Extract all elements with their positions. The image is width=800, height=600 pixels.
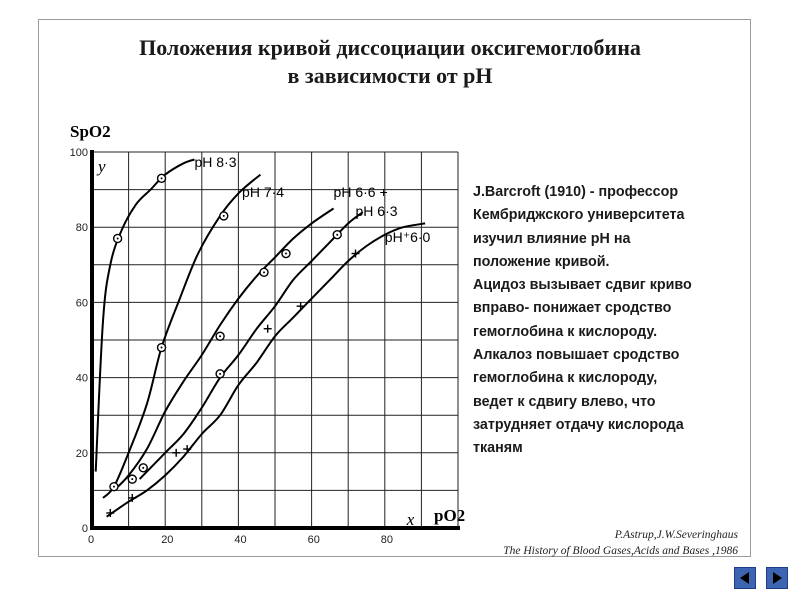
y-tick-label: 100: [69, 147, 88, 159]
triangle-right-icon: [767, 568, 787, 588]
data-point-cross: [183, 445, 191, 453]
description-line: Алкалоз повышает сродство: [473, 347, 680, 364]
data-point-center: [285, 253, 287, 255]
back-button[interactable]: [734, 567, 756, 589]
series-label: pH 8·3: [194, 154, 237, 171]
x-axis-symbol: x: [406, 510, 415, 529]
data-point-center: [263, 271, 265, 273]
description-line: изучил влияние pH на: [473, 230, 631, 247]
data-point-cross: [172, 449, 180, 457]
x-tick-label: 0: [88, 534, 95, 546]
x-tick-label: 60: [307, 534, 320, 546]
x-tick-label: 40: [234, 534, 247, 546]
series-label: pH 6·6 +: [333, 184, 388, 201]
data-point-center: [117, 237, 119, 239]
curve-series-2: [114, 208, 334, 490]
data-point-center: [161, 177, 163, 179]
curve-series-0: [96, 160, 195, 472]
y-tick-label: 20: [75, 447, 88, 460]
curve-series-1: [103, 175, 260, 498]
curve-series-3: [140, 212, 363, 479]
data-point-center: [131, 478, 133, 480]
description-line: Кембриджского университета: [473, 207, 685, 224]
data-point-cross: [297, 302, 305, 310]
citation: [503, 527, 738, 559]
data-point-center: [336, 234, 338, 236]
y-axis-symbol: y: [98, 157, 106, 176]
description-line: тканям: [473, 440, 523, 457]
chart-markers: [106, 174, 359, 517]
description-line: Ацидоз вызывает сдвиг криво: [473, 277, 692, 294]
citation-authors: P.Astrup,J.W.Severinghaus: [614, 529, 738, 541]
description-line: гемоглобина к кислороду,: [473, 370, 658, 387]
data-point-center: [113, 486, 115, 488]
y-tick-label: 40: [75, 372, 88, 385]
x-tick-label: 80: [380, 534, 394, 546]
y-tick-label: 60: [75, 297, 88, 310]
x-tick-label: 20: [161, 534, 174, 546]
description-line: затрудняет отдачу кислорода: [473, 416, 684, 433]
y-axis-label: SpO2: [70, 122, 111, 141]
description-line: вправо- понижает сродство: [473, 300, 672, 317]
title-line-1: Положения кривой диссоциации оксигемоглобина: [139, 35, 641, 60]
data-point-center: [219, 335, 221, 337]
data-point-cross: [264, 325, 272, 333]
description-line: гемоглобина к кислороду.: [473, 323, 658, 340]
citation-source: The History of Blood Gases,Acids and Bases ,1986: [503, 545, 738, 557]
chart-labels: [70, 147, 431, 546]
data-point-center: [161, 347, 163, 349]
description-line: J.Barcroft (1910) - профессор: [473, 184, 679, 200]
title-line-2: в зависимости от pH: [287, 63, 493, 88]
series-label: pH 7·4: [242, 184, 285, 201]
series-label: pH⁺6·0: [384, 229, 431, 246]
series-label: pH 6·3: [355, 202, 398, 219]
description-line: положение кривой.: [473, 253, 610, 270]
data-point-center: [142, 467, 144, 469]
next-button[interactable]: [766, 567, 788, 589]
data-point-center: [223, 215, 225, 217]
data-point-center: [219, 373, 221, 375]
y-tick-label: 80: [75, 222, 88, 235]
x-axis-label: pO2: [434, 506, 466, 525]
description-line: ведет к сдвигу влево, что: [473, 393, 656, 410]
y-tick-label: 0: [81, 523, 88, 535]
triangle-left-icon: [735, 568, 755, 588]
description-text: [473, 181, 763, 461]
